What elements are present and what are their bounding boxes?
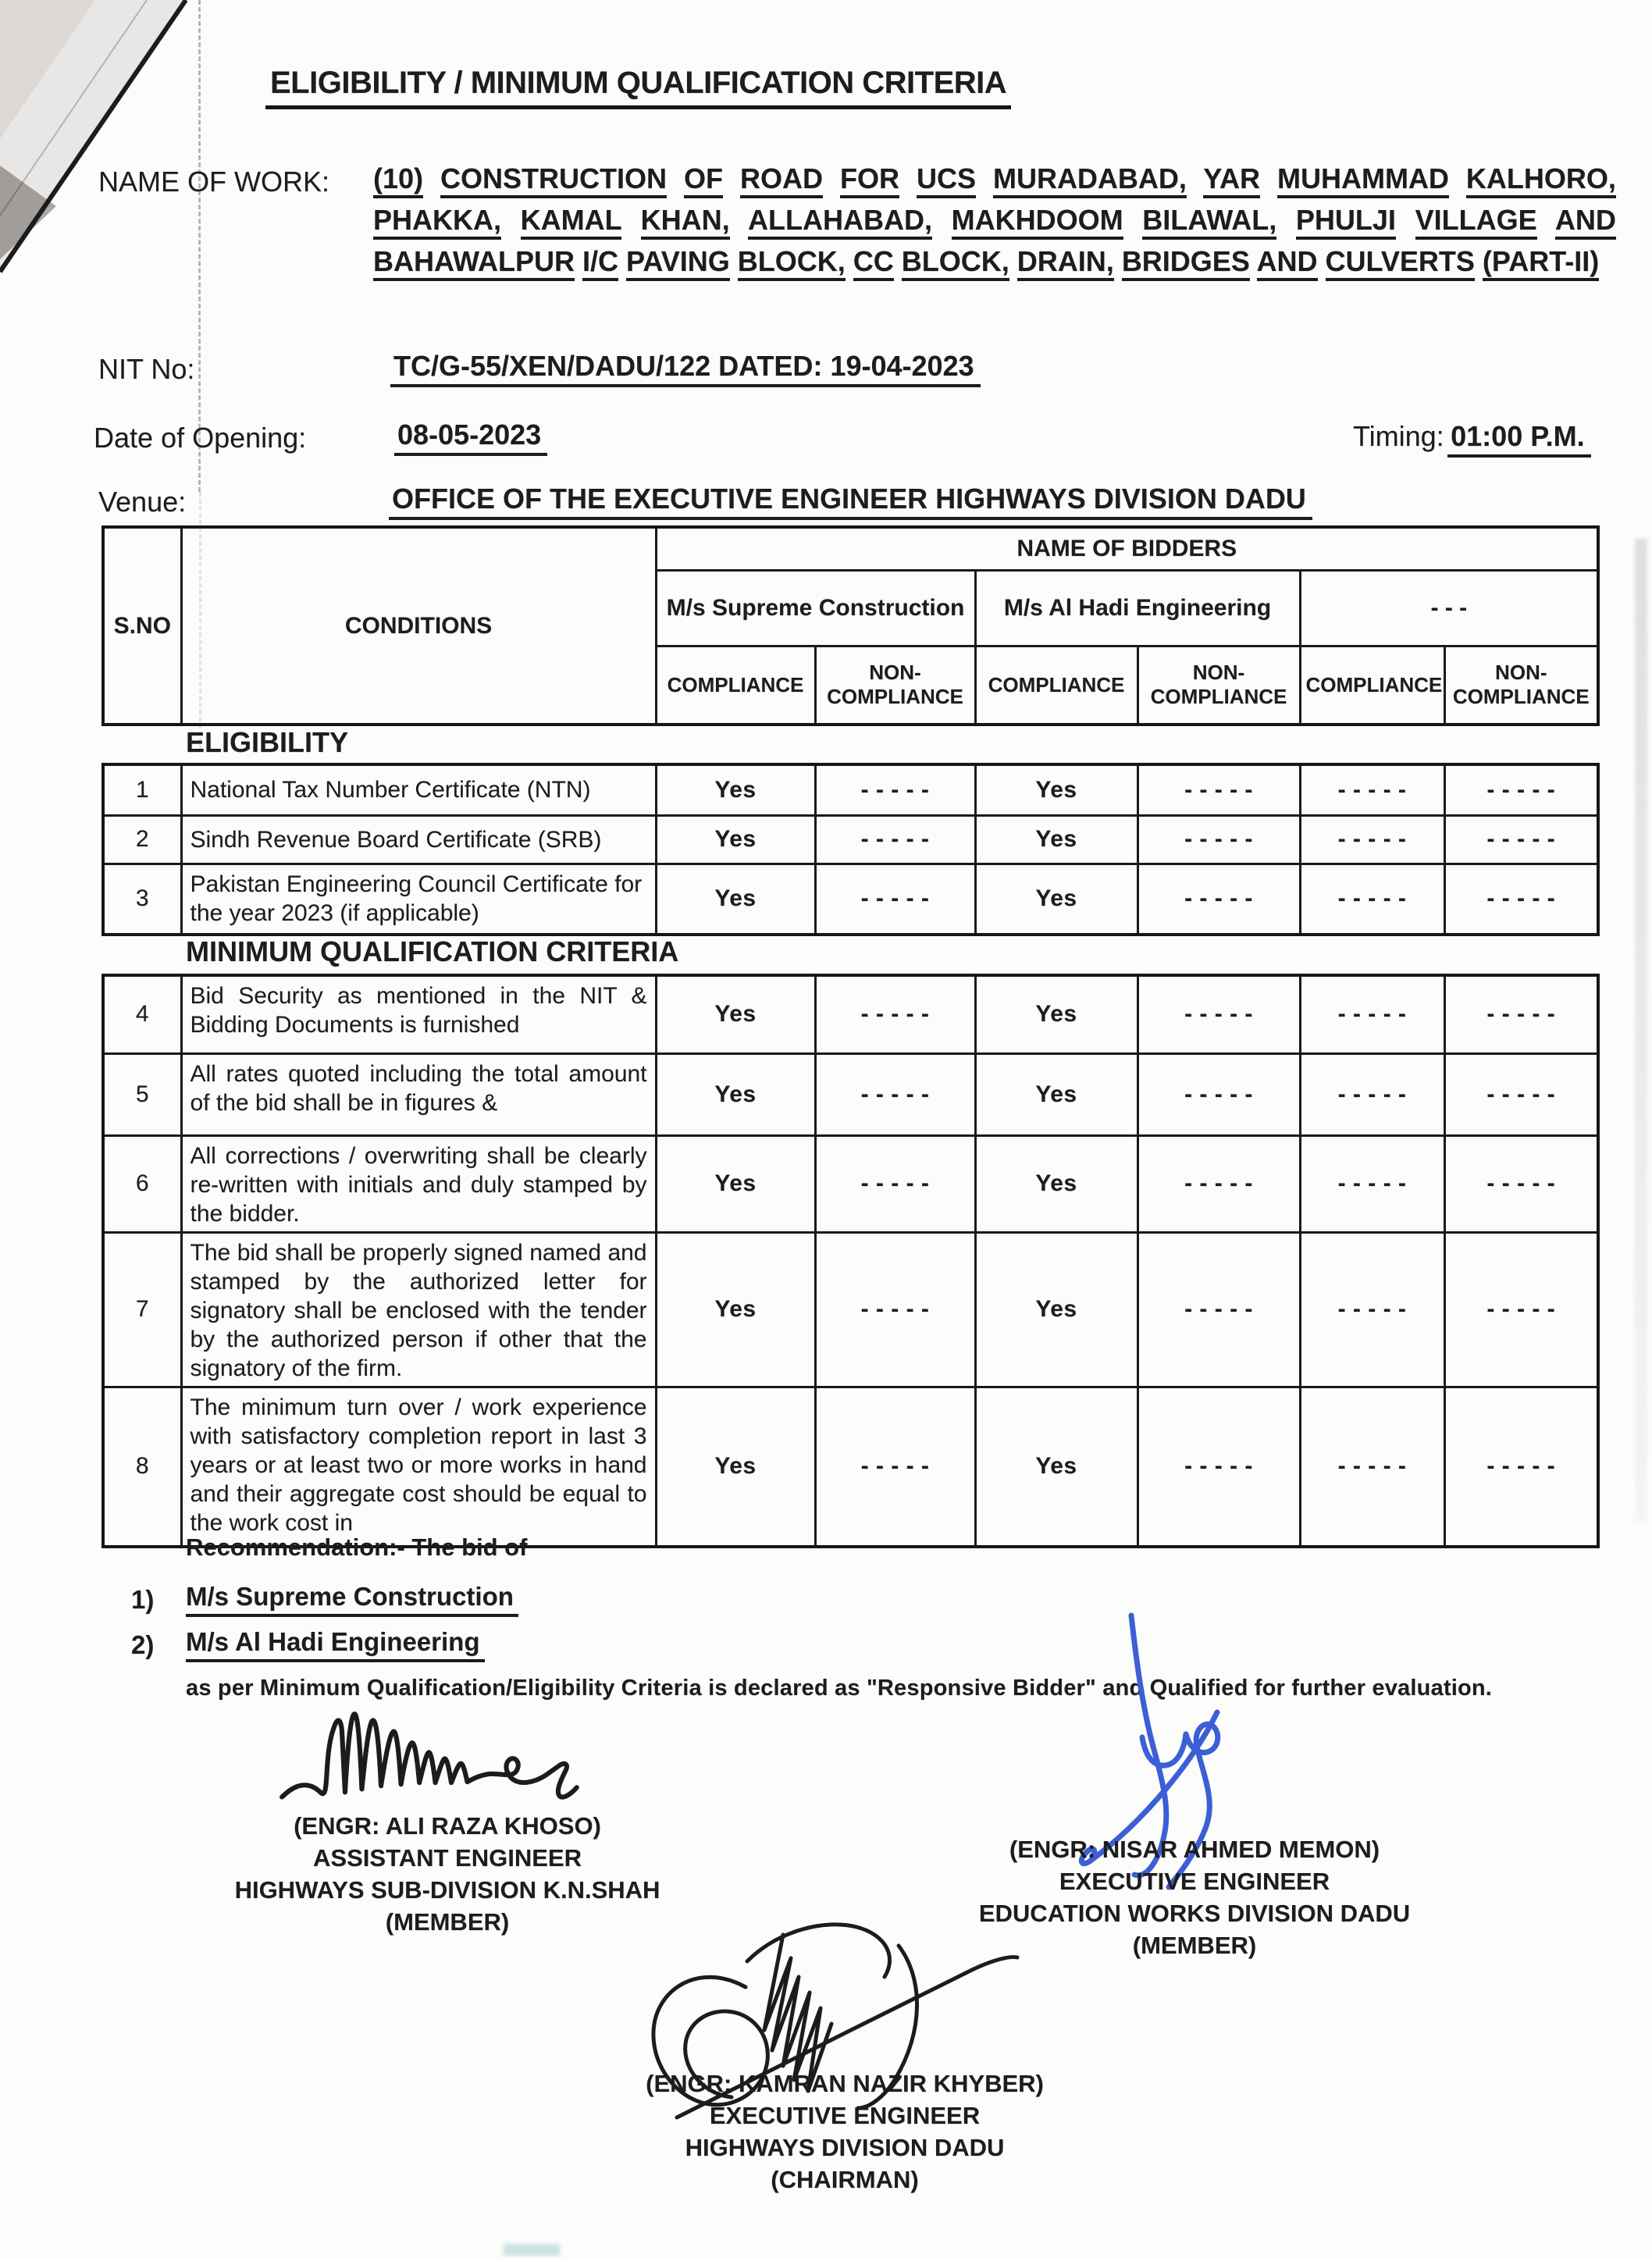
- cell-compliance: - - - - -: [1300, 864, 1444, 935]
- subheader-non-compliance: NON-COMPLIANCE: [815, 646, 975, 725]
- cell-non-compliance: - - - - -: [815, 1135, 975, 1232]
- cell-compliance: - - - - -: [1300, 975, 1444, 1053]
- cell-compliance: Yes: [975, 1232, 1138, 1387]
- row-condition: All rates quoted including the total amount of the bid shall be in figures &: [181, 1053, 656, 1135]
- row-condition: The bid shall be properly signed named and stamped by the authorized letter for signatory shall be enclosed with the tender by the authorized person if other that the signatory of the firm.: [181, 1232, 656, 1387]
- cell-non-compliance: - - - - -: [1444, 1053, 1598, 1135]
- row-sno: 7: [103, 1232, 181, 1387]
- cell-non-compliance: - - - - -: [1444, 975, 1598, 1053]
- col-header-conditions: CONDITIONS: [181, 527, 656, 725]
- cell-non-compliance: - - - - -: [1138, 764, 1300, 815]
- cell-non-compliance: - - - - -: [1138, 1053, 1300, 1135]
- signatory-title: ASSISTANT ENGINEER: [313, 1844, 582, 1872]
- table-row: [103, 815, 1598, 864]
- bidder-item-supreme: M/s Supreme Construction: [186, 1582, 518, 1617]
- row-sno: 5: [103, 1053, 181, 1135]
- cell-compliance: Yes: [975, 975, 1138, 1053]
- date-of-opening-value: 08-05-2023: [394, 418, 547, 456]
- signatory-block-member-left: [174, 1810, 721, 1938]
- table-row: [103, 1135, 1598, 1232]
- signatory-name: (ENGR: KAMRAN NAZIR KHYBER): [646, 2070, 1044, 2097]
- row-condition: Sindh Revenue Board Certificate (SRB): [181, 815, 656, 864]
- row-sno: 2: [103, 815, 181, 864]
- signatory-title: EXECUTIVE ENGINEER: [709, 2102, 981, 2129]
- row-sno: 8: [103, 1387, 181, 1547]
- cell-non-compliance: - - - - -: [1444, 815, 1598, 864]
- col-header-name-of-bidders: NAME OF BIDDERS: [656, 527, 1598, 570]
- venue-label: Venue:: [98, 486, 187, 518]
- date-of-opening-label: Date of Opening:: [94, 422, 307, 454]
- cell-compliance: Yes: [975, 815, 1138, 864]
- signatory-name: (ENGR: NISAR AHMED MEMON): [1009, 1836, 1380, 1863]
- section-heading-eligibility: ELIGIBILITY: [186, 726, 349, 758]
- cell-compliance: - - - - -: [1300, 1232, 1444, 1387]
- page-title: ELIGIBILITY / MINIMUM QUALIFICATION CRITERIA: [265, 66, 1011, 109]
- cell-compliance: - - - - -: [1300, 1135, 1444, 1232]
- row-condition: The minimum turn over / work experience with satisfactory completion report in last 3 years or at least two or more works in hand and their aggregate cost should be equal to the work cost in: [181, 1387, 656, 1547]
- subheader-compliance: COMPLIANCE: [975, 646, 1138, 725]
- signatory-block-member-right: [921, 1833, 1468, 1961]
- cell-compliance: Yes: [656, 1135, 815, 1232]
- signatory-title: EXECUTIVE ENGINEER: [1059, 1868, 1330, 1895]
- cell-compliance: Yes: [656, 764, 815, 815]
- signatory-block-chairman: [571, 2067, 1118, 2196]
- signature-ali-raza-khoso: [277, 1702, 621, 1815]
- table-row: [103, 864, 1598, 935]
- cell-compliance: Yes: [656, 975, 815, 1053]
- row-condition: Bid Security as mentioned in the NIT & Bidding Documents is furnished: [181, 975, 656, 1053]
- cell-non-compliance: - - - - -: [1138, 1387, 1300, 1547]
- section-heading-minimum-qualification: MINIMUM QUALIFICATION CRITERIA: [186, 935, 679, 967]
- venue-value: OFFICE OF THE EXECUTIVE ENGINEER HIGHWAYS DIVISION DADU: [389, 483, 1312, 520]
- signatory-division: EDUCATION WORKS DIVISION DADU: [978, 1900, 1411, 1927]
- subheader-compliance: COMPLIANCE: [656, 646, 815, 725]
- cell-non-compliance: - - - - -: [1444, 1387, 1598, 1547]
- cell-non-compliance: - - - - -: [1138, 1232, 1300, 1387]
- row-sno: 6: [103, 1135, 181, 1232]
- cell-compliance: - - - - -: [1300, 764, 1444, 815]
- page-corner-fold: [0, 0, 203, 289]
- cell-non-compliance: - - - - -: [1138, 864, 1300, 935]
- row-sno: 3: [103, 864, 181, 935]
- timing-label: Timing:: [1353, 420, 1444, 452]
- list-item: [186, 1582, 518, 1612]
- scan-edge-streak: [1635, 539, 1647, 1523]
- cell-non-compliance: - - - - -: [815, 1387, 975, 1547]
- cell-non-compliance: - - - - -: [815, 815, 975, 864]
- cell-compliance: - - - - -: [1300, 815, 1444, 864]
- col-header-sno: S.NO: [103, 527, 181, 725]
- cell-compliance: Yes: [656, 1387, 815, 1547]
- signatory-division: HIGHWAYS SUB-DIVISION K.N.SHAH: [234, 1876, 660, 1904]
- qualification-table: [101, 974, 1600, 1548]
- cell-non-compliance: - - - - -: [1138, 975, 1300, 1053]
- recommendation-conclusion: as per Minimum Qualification/Eligibility Criteria is declared as "Responsive Bidder" and Qualified for further evaluation.: [186, 1676, 1493, 1701]
- cell-compliance: Yes: [656, 1053, 815, 1135]
- cell-non-compliance: - - - - -: [1444, 1135, 1598, 1232]
- bidder-name-blank: - - -: [1300, 570, 1598, 646]
- subheader-compliance: COMPLIANCE: [1300, 646, 1444, 725]
- signatory-division: HIGHWAYS DIVISION DADU: [685, 2134, 1005, 2161]
- table-row: [103, 1387, 1598, 1547]
- cell-non-compliance: - - - - -: [1138, 1135, 1300, 1232]
- list-item-number: 1): [131, 1585, 155, 1614]
- name-of-work-label: NAME OF WORK:: [98, 166, 329, 198]
- timing-value: 01:00 P.M.: [1447, 420, 1590, 458]
- cell-compliance: - - - - -: [1300, 1387, 1444, 1547]
- nit-label: NIT No:: [98, 353, 195, 385]
- signatory-role: (MEMBER): [1132, 1932, 1257, 1959]
- name-of-work-text: (10) CONSTRUCTION OF ROAD FOR UCS MURADABAD, YAR MUHAMMAD KALHORO, PHAKKA, KAMAL KHAN, ALLAHABAD, MAKHDOOM BILAWAL, PHULJI VILLAGE AND BAHAWALPUR I/C PAVING BLOCK, CC BLOCK, DRAIN, BRIDGES AND CULVERTS (PART-II): [373, 158, 1616, 282]
- bidder-name-alhadi: M/s Al Hadi Engineering: [975, 570, 1300, 646]
- cell-compliance: Yes: [656, 1232, 815, 1387]
- cell-compliance: - - - - -: [1300, 1053, 1444, 1135]
- fold-crease-line: [198, 0, 201, 492]
- signatory-role: (MEMBER): [385, 1908, 510, 1936]
- recommendation-intro: Recommendation:- The bid of: [186, 1533, 528, 1561]
- venue-value-wrap: [389, 483, 1312, 515]
- cell-non-compliance: - - - - -: [815, 764, 975, 815]
- cell-compliance: Yes: [975, 1135, 1138, 1232]
- cell-compliance: Yes: [656, 815, 815, 864]
- cell-compliance: Yes: [975, 764, 1138, 815]
- row-sno: 4: [103, 975, 181, 1053]
- subheader-non-compliance: NON-COMPLIANCE: [1444, 646, 1598, 725]
- row-condition: National Tax Number Certificate (NTN): [181, 764, 656, 815]
- row-condition: Pakistan Engineering Council Certificate for the year 2023 (if applicable): [181, 864, 656, 935]
- signatory-role: (CHAIRMAN): [771, 2166, 919, 2193]
- list-item: [186, 1627, 485, 1657]
- subheader-non-compliance: NON-COMPLIANCE: [1138, 646, 1300, 725]
- eligibility-table: [101, 763, 1600, 936]
- row-sno: 1: [103, 764, 181, 815]
- scan-bottom-smudge: [504, 2244, 560, 2256]
- list-item-number: 2): [131, 1630, 155, 1659]
- nit-value-wrap: [390, 350, 981, 383]
- table-row: [103, 1232, 1598, 1387]
- row-condition: All corrections / overwriting shall be clearly re-written with initials and duly stamped by the bidder.: [181, 1135, 656, 1232]
- cell-non-compliance: - - - - -: [815, 1232, 975, 1387]
- cell-non-compliance: - - - - -: [1138, 815, 1300, 864]
- cell-compliance: Yes: [656, 864, 815, 935]
- title-row: [265, 66, 1007, 101]
- timing-row: [1353, 420, 1591, 453]
- cell-non-compliance: - - - - -: [815, 864, 975, 935]
- cell-non-compliance: - - - - -: [815, 1053, 975, 1135]
- table-row: [103, 527, 1598, 570]
- cell-compliance: Yes: [975, 1387, 1138, 1547]
- bidder-item-alhadi: M/s Al Hadi Engineering: [186, 1627, 485, 1662]
- signatory-name: (ENGR: ALI RAZA KHOSO): [294, 1812, 601, 1840]
- date-of-opening-wrap: [394, 418, 547, 451]
- nit-value: TC/G-55/XEN/DADU/122 DATED: 19-04-2023: [390, 350, 981, 387]
- table-row: [103, 975, 1598, 1053]
- bidder-name-supreme: M/s Supreme Construction: [656, 570, 975, 646]
- cell-non-compliance: - - - - -: [1444, 764, 1598, 815]
- table-row: [103, 1053, 1598, 1135]
- cell-non-compliance: - - - - -: [1444, 1232, 1598, 1387]
- cell-compliance: Yes: [975, 864, 1138, 935]
- cell-non-compliance: - - - - -: [815, 975, 975, 1053]
- bidders-header-table: [101, 525, 1600, 726]
- cell-non-compliance: - - - - -: [1444, 864, 1598, 935]
- table-row: [103, 764, 1598, 815]
- cell-compliance: Yes: [975, 1053, 1138, 1135]
